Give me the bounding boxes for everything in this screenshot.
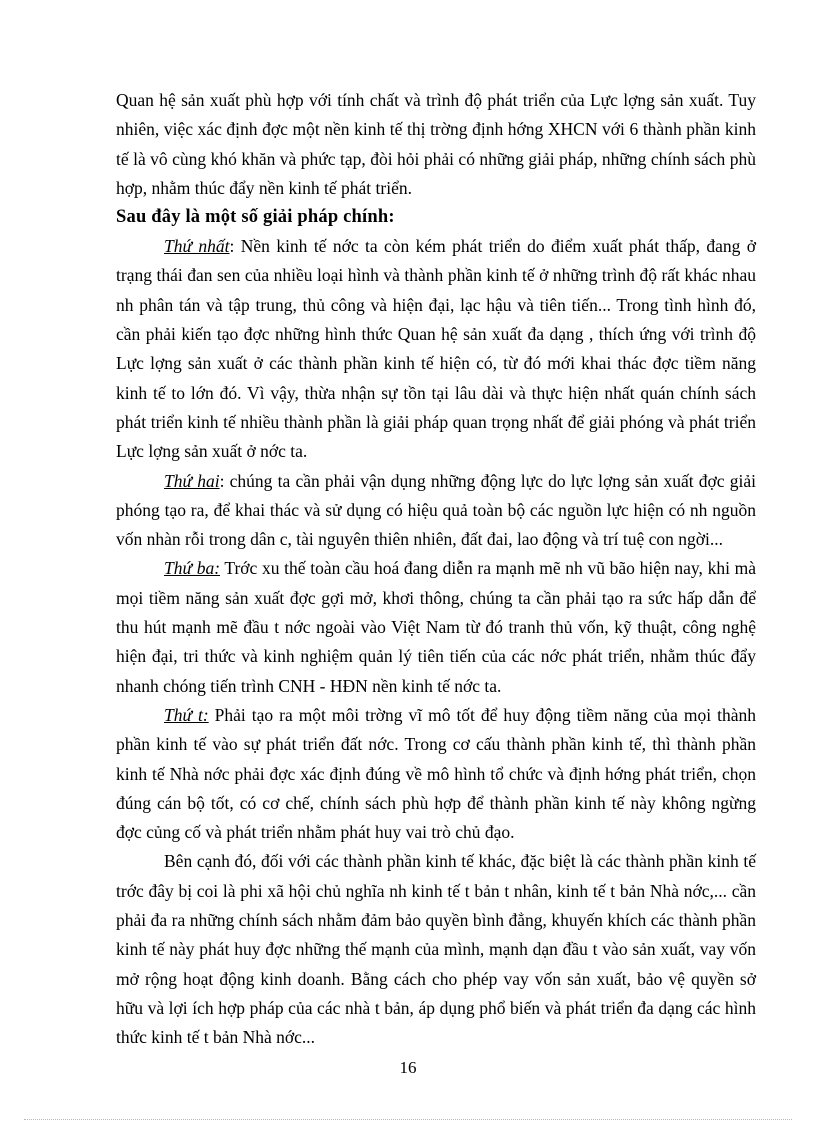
solution-paragraph-4 [116, 701, 756, 847]
closing-paragraph: Bên cạnh đó, đối với các thành phần kinh tế khác, đặc biệt là các thành phần kinh tế trớc đây bị coi là phi xã hội chủ nghĩa nh kinh tế t bản t nhân, kinh tế t bản Nhà nớc,... cần phải đa ra những chính sách nhằm đảm bảo quyền bình đẳng, khuyến khích các thành phần kinh tế này phát huy đợc những thế mạnh của mình, mạnh dạn đầu t vào sản xuất, vay vốn mở rộng hoạt động kinh doanh. Bằng cách cho phép vay vốn sản xuất, bảo vệ quyền sở hữu và lợi ích hợp pháp của các nhà t bản, áp dụng phổ biến và phát triển đa dạng các hình thức kinh tế t bản Nhà nớc... [116, 851, 756, 1048]
solution-label-4: Thứ t: [164, 704, 209, 725]
solution-text-2: : chúng ta cần phải vận dụng những động lực do lực lợng sản xuất đợc giải phóng tạo ra, để khai thác và sử dụng có hiệu quả toàn bộ các nguồn lực hiện có nh nguồn vốn nhàn rỗi trong dân c, tài nguyên thiên nhiên, đất đai, lao động và trí tuệ con ngời... [116, 470, 756, 550]
solution-text-1: : Nền kinh tế nớc ta còn kém phát triển do điểm xuất phát thấp, đang ở trạng thái đan sen của nhiều loại hình và thành phần kinh tế ở những trình độ rất khác nhau nh phân tán và tập trung, thủ công và hiện đại, lạc hậu và tiên tiến... Trong tình hình đó, cần phải kiến tạo đợc những hình thức Quan hệ sản xuất đa dạng , thích ứng với trình độ Lực lợng sản xuất ở các thành phần kinh tế hiện có, từ đó mới khai thác đợc tiềm năng kinh tế to lớn đó. Vì vậy, thừa nhận sự tồn tại lâu dài và thực hiện nhất quán chính sách phát triển kinh tế nhiều thành phần là giải pháp quan trọng nhất để giải phóng và phát triển Lực lợng sản xuất ở nớc ta. [116, 236, 757, 462]
document-page [116, 86, 756, 1053]
solution-label-3: Thứ ba: [164, 558, 221, 579]
solution-text-4: Phải tạo ra một môi trờng vĩ mô tốt để huy động tiềm năng của mọi thành phần kinh tế vào sự phát triển đất nớc. Trong cơ cấu thành phần kinh tế, thì thành phần kinh tế Nhà nớc phải đợc xác định đúng về mô hình tổ chức và định hớng phát triển, chọn đúng cán bộ tốt, có cơ chế, chính sách phù hợp để thành phần kinh tế này không ngừng đợc củng cố và phát triển nhằm phát huy vai trò chủ đạo. [116, 704, 757, 843]
page-number: 16 [399, 1058, 417, 1077]
section-heading: Sau đây là một số giải pháp chính: [116, 207, 395, 228]
solution-paragraph-1 [116, 232, 756, 466]
solution-paragraph-3 [116, 554, 756, 700]
solution-text-3: Trớc xu thế toàn cầu hoá đang diễn ra mạnh mẽ nh vũ bão hiện nay, khi mà mọi tiềm năng sản xuất đợc gợi mở, khơi thông, chúng ta cần phải tạo ra sức hấp dẫn để thu hút mạnh mẽ đầu t nớc ngoài vào Việt Nam từ đó tranh thủ vốn, kỹ thuật, công nghệ hiện đại, tri thức và kinh nghiệm quản lý tiên tiến của các nớc phát triển, nhằm thúc đẩy nhanh chóng tiến trình CNH - HĐN nền kinh tế nớc ta. [116, 558, 756, 696]
solution-label-1: Thứ nhất [164, 236, 230, 257]
solution-paragraph-2 [116, 467, 756, 555]
intro-paragraph: Quan hệ sản xuất phù hợp với tính chất và trình độ phát triển của Lực lợng sản xuất. Tuy nhiên, việc xác định đợc một nền kinh tế thị trờng định hớng XHCN với 6 thành phần kinh tế là vô cùng khó khăn và phức tạp, đòi hỏi phải có những giải pháp, những chính sách phù hợp, nhằm thúc đẩy nền kinh tế phát triển. [116, 90, 756, 198]
solution-label-2: Thứ hai [164, 470, 220, 491]
footer-divider [24, 1119, 792, 1120]
